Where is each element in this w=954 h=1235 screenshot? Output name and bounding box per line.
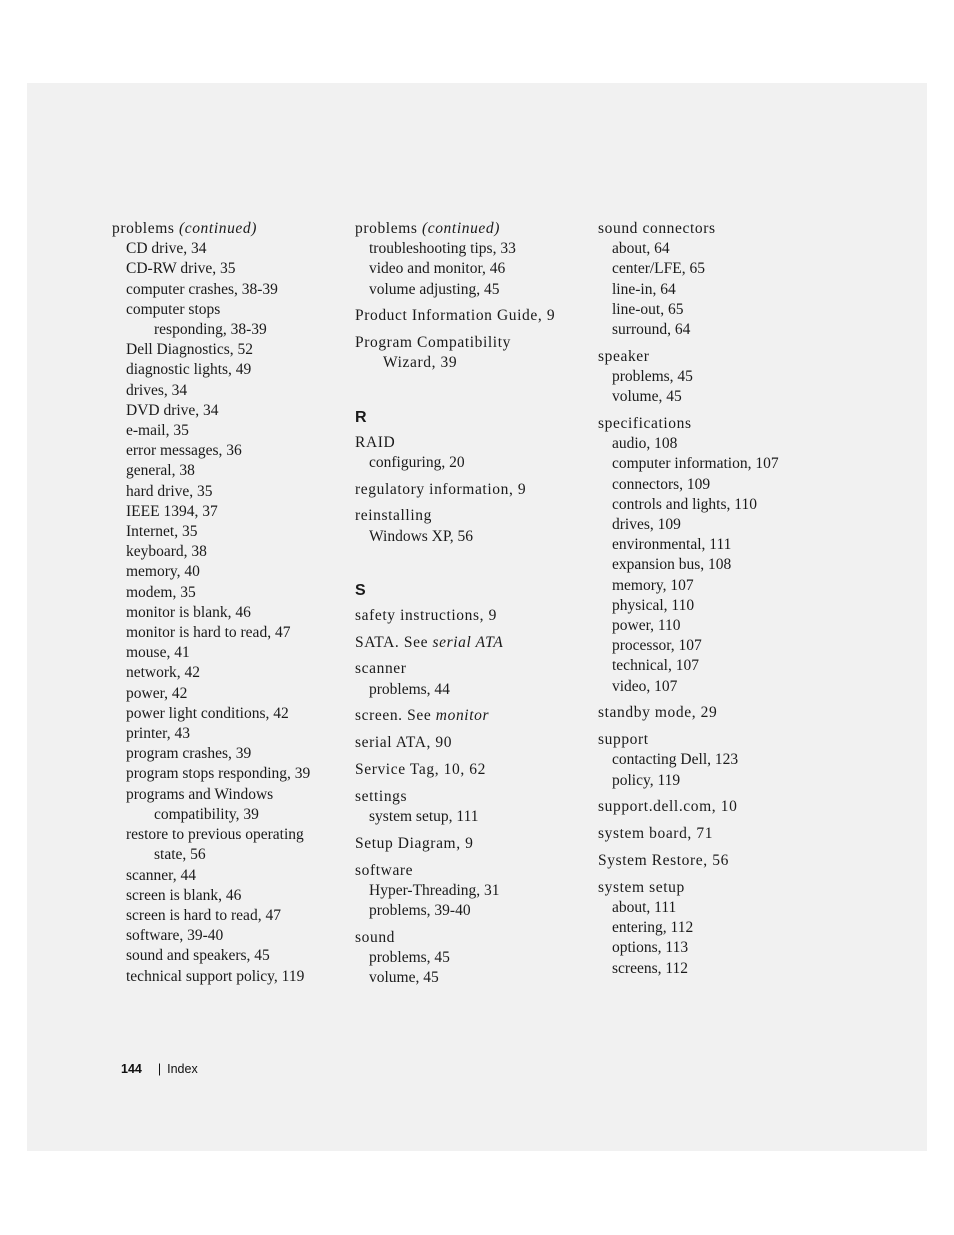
footer-section-title: Index <box>167 1062 198 1076</box>
index-subentry <box>598 387 828 407</box>
index-subentry <box>112 482 337 502</box>
index-entry <box>598 878 828 898</box>
index-subentry <box>112 967 337 987</box>
entry-text: line-out, 65 <box>612 300 684 318</box>
entry-text: volume adjusting, 45 <box>369 280 500 298</box>
index-subentry <box>112 280 337 300</box>
index-subentry-continuation <box>112 805 337 825</box>
index-entry <box>598 703 828 723</box>
entry-text: responding, 38-39 <box>154 321 267 339</box>
index-subentry <box>355 881 585 901</box>
entry-text: RAID <box>355 433 396 451</box>
entry-text: options, 113 <box>612 939 689 957</box>
page-number: 144 <box>121 1062 142 1076</box>
index-subentry <box>598 918 828 938</box>
index-entry <box>355 733 585 753</box>
index-subentry <box>112 866 337 886</box>
index-subentry <box>112 724 337 744</box>
entry-text: Service Tag, 10, 62 <box>355 761 486 778</box>
entry-cross-reference: monitor <box>435 707 490 725</box>
index-column-1 <box>112 219 337 987</box>
entry-text: serial ATA, 90 <box>355 734 453 752</box>
entry-text: CD-RW drive, 35 <box>126 260 236 278</box>
entry-text: about, 64 <box>612 240 670 258</box>
entry-text: connectors, 109 <box>612 475 711 493</box>
entry-text: power, 110 <box>612 617 681 635</box>
index-subentry <box>598 616 828 636</box>
index-subentry <box>598 454 828 474</box>
index-subentry <box>355 948 585 968</box>
index-subentry <box>598 495 828 515</box>
entry-text: volume, 45 <box>369 969 439 987</box>
entry-text: Hyper-Threading, 31 <box>369 881 500 899</box>
entry-text: screen. See <box>355 707 436 725</box>
index-subentry <box>355 527 585 547</box>
entry-text: screens, 112 <box>612 959 689 977</box>
entry-text: software, 39-40 <box>126 927 224 945</box>
entry-text: Setup Diagram, 9 <box>355 834 474 852</box>
entry-text: speaker <box>598 347 650 365</box>
index-entry <box>355 861 585 881</box>
entry-text: e-mail, 35 <box>126 422 189 440</box>
entry-text: scanner, 44 <box>126 866 196 884</box>
index-subentry <box>355 280 585 300</box>
entry-text: Wizard, 39 <box>383 354 458 372</box>
index-subentry <box>355 807 585 827</box>
entry-text: sound and speakers, 45 <box>126 947 270 965</box>
entry-text: computer stops <box>126 300 221 318</box>
index-subentry <box>355 453 585 473</box>
index-subentry <box>598 771 828 791</box>
index-subentry <box>355 680 585 700</box>
entry-text: CD drive, 34 <box>126 240 207 258</box>
index-subentry <box>112 663 337 683</box>
index-subentry <box>112 886 337 906</box>
index-entry <box>355 787 585 807</box>
index-entry <box>598 730 828 750</box>
entry-text: physical, 110 <box>612 596 695 614</box>
index-subentry <box>598 677 828 697</box>
footer-separator: | <box>157 1062 162 1076</box>
index-subentry <box>112 239 337 259</box>
index-subentry-continuation <box>112 845 337 865</box>
entry-text: regulatory information, 9 <box>355 480 527 498</box>
entry-text: modem, 35 <box>126 583 196 601</box>
index-subentry <box>112 744 337 764</box>
index-entry <box>355 606 585 626</box>
entry-text: Product Information Guide, 9 <box>355 307 556 325</box>
index-subentry <box>598 300 828 320</box>
index-subentry <box>112 643 337 663</box>
index-subentry <box>598 535 828 555</box>
entry-cross-reference: serial ATA <box>432 633 504 651</box>
index-entry <box>598 797 828 817</box>
index-entry <box>355 760 585 780</box>
index-entry <box>355 306 585 326</box>
index-subentry <box>112 340 337 360</box>
index-subentry <box>112 360 337 380</box>
page-footer <box>121 1062 198 1076</box>
index-subentry <box>112 562 337 582</box>
index-subentry <box>112 583 337 603</box>
entry-text: memory, 40 <box>126 563 200 581</box>
index-subentry <box>112 704 337 724</box>
index-subentry <box>112 502 337 522</box>
entry-text: computer crashes, 38-39 <box>126 280 278 298</box>
entry-text: support <box>598 731 649 749</box>
entry-text: processor, 107 <box>612 637 702 655</box>
entry-text: drives, 109 <box>612 516 681 534</box>
entry-text: technical support policy, 119 <box>126 967 305 985</box>
index-entry <box>598 414 828 434</box>
entry-text: compatibility, 39 <box>154 805 259 823</box>
entry-text: power light conditions, 42 <box>126 704 289 722</box>
index-entry <box>355 928 585 948</box>
index-subentry <box>598 475 828 495</box>
index-subentry <box>598 320 828 340</box>
index-subentry <box>355 901 585 921</box>
index-entry <box>598 347 828 367</box>
entry-text: system board, 71 <box>598 825 714 843</box>
entry-text: system setup <box>598 878 685 896</box>
index-subentry <box>598 259 828 279</box>
entry-text: computer information, 107 <box>612 455 779 473</box>
entry-text: system setup, 111 <box>369 808 479 825</box>
index-subentry <box>355 968 585 988</box>
entry-text: troubleshooting tips, 33 <box>369 240 516 258</box>
index-subentry <box>598 576 828 596</box>
entry-text: environmental, 111 <box>612 536 732 554</box>
index-subentry <box>598 750 828 770</box>
index-subentry <box>112 946 337 966</box>
entry-text: hard drive, 35 <box>126 482 213 500</box>
index-subentry <box>112 522 337 542</box>
entry-text: reinstalling <box>355 507 432 525</box>
entry-text: configuring, 20 <box>369 453 465 471</box>
index-entry-continuation <box>355 353 585 373</box>
index-entry <box>355 433 585 453</box>
entry-cross-reference: (continued) <box>421 220 501 237</box>
entry-text: specifications <box>598 415 692 433</box>
entry-text: program crashes, 39 <box>126 745 252 763</box>
entry-text: problems, 45 <box>369 949 450 966</box>
index-subentry <box>112 906 337 926</box>
entry-text: diagnostic lights, 49 <box>126 361 252 379</box>
index-entry <box>598 851 828 871</box>
entry-text: printer, 43 <box>126 725 190 743</box>
index-subentry <box>112 764 337 784</box>
entry-text: safety instructions, 9 <box>355 606 497 624</box>
index-entry <box>598 824 828 844</box>
entry-text: drives, 34 <box>126 381 188 399</box>
entry-text: monitor is hard to read, 47 <box>126 624 291 642</box>
entry-text: contacting Dell, 123 <box>612 751 739 769</box>
index-entry <box>355 834 585 854</box>
index-column-3 <box>598 219 828 979</box>
index-subentry <box>598 515 828 535</box>
index-column-2 <box>355 219 585 988</box>
index-entry <box>355 480 585 500</box>
entry-text: IEEE 1394, 37 <box>126 502 218 520</box>
index-subentry <box>355 239 585 259</box>
index-subentry-continuation <box>112 320 337 340</box>
index-entry <box>355 706 585 726</box>
entry-text: memory, 107 <box>612 576 694 594</box>
entry-text: error messages, 36 <box>126 442 242 460</box>
entry-text: video and monitor, 46 <box>369 260 506 278</box>
index-subentry <box>112 623 337 643</box>
index-subentry <box>598 898 828 918</box>
index-subentry <box>598 555 828 575</box>
entry-text: policy, 119 <box>612 771 681 789</box>
index-entry <box>355 333 585 353</box>
entry-text: R <box>355 408 367 426</box>
index-section-letter <box>355 580 585 602</box>
index-subentry <box>598 596 828 616</box>
entry-text: Program Compatibility <box>355 334 511 352</box>
entry-text: problems <box>112 220 179 237</box>
entry-text: problems, 44 <box>369 680 450 698</box>
index-subentry <box>112 401 337 421</box>
entry-text: expansion bus, 108 <box>612 556 732 574</box>
index-entry <box>355 219 585 239</box>
entry-text: mouse, 41 <box>126 644 190 662</box>
index-subentry <box>112 461 337 481</box>
entry-text: general, 38 <box>126 462 195 480</box>
entry-text: scanner <box>355 660 407 678</box>
entry-text: entering, 112 <box>612 919 694 937</box>
index-subentry <box>598 656 828 676</box>
entry-text: SATA. See <box>355 633 433 651</box>
entry-text: about, 111 <box>612 899 677 917</box>
index-subentry <box>598 280 828 300</box>
index-subentry <box>112 926 337 946</box>
index-subentry <box>112 259 337 279</box>
index-subentry <box>112 825 337 845</box>
index-subentry <box>112 542 337 562</box>
entry-text: controls and lights, 110 <box>612 495 757 513</box>
entry-text: line-in, 64 <box>612 280 676 298</box>
entry-text: programs and Windows <box>126 785 274 803</box>
entry-text: power, 42 <box>126 684 188 702</box>
index-subentry <box>598 239 828 259</box>
entry-text: state, 56 <box>154 846 206 864</box>
entry-text: sound connectors <box>598 220 716 237</box>
entry-text: System Restore, 56 <box>598 852 729 870</box>
entry-text: screen is hard to read, 47 <box>126 906 281 924</box>
entry-text: settings <box>355 787 408 805</box>
index-subentry <box>355 259 585 279</box>
entry-text: keyboard, 38 <box>126 543 207 561</box>
entry-text: center/LFE, 65 <box>612 260 705 278</box>
index-entry <box>112 219 337 239</box>
index-entry <box>355 633 585 653</box>
entry-text: technical, 107 <box>612 657 699 675</box>
entry-text: surround, 64 <box>612 321 691 339</box>
entry-text: program stops responding, 39 <box>126 765 311 783</box>
entry-text: network, 42 <box>126 664 201 682</box>
entry-text: screen is blank, 46 <box>126 886 242 904</box>
index-subentry <box>112 785 337 805</box>
index-subentry <box>598 434 828 454</box>
index-subentry <box>598 938 828 958</box>
entry-cross-reference: (continued) <box>178 220 258 237</box>
entry-text: sound <box>355 928 396 946</box>
entry-text: Windows XP, 56 <box>369 527 474 545</box>
index-subentry <box>598 959 828 979</box>
entry-text: audio, 108 <box>612 435 678 453</box>
entry-text: monitor is blank, 46 <box>126 603 251 621</box>
index-entry <box>355 659 585 679</box>
entry-text: standby mode, 29 <box>598 704 718 722</box>
entry-text: restore to previous operating <box>126 826 304 844</box>
entry-text: problems, 45 <box>612 368 693 386</box>
entry-text: problems, 39-40 <box>369 902 471 919</box>
index-subentry <box>598 636 828 656</box>
entry-text: Internet, 35 <box>126 523 198 541</box>
entry-text: S <box>355 581 366 599</box>
index-entry <box>355 506 585 526</box>
entry-text: DVD drive, 34 <box>126 401 219 419</box>
index-subentry <box>112 441 337 461</box>
entry-text: support.dell.com, 10 <box>598 798 738 816</box>
index-section-letter <box>355 407 585 429</box>
index-subentry <box>112 684 337 704</box>
index-subentry <box>112 381 337 401</box>
index-subentry <box>112 421 337 441</box>
entry-text: software <box>355 861 414 879</box>
entry-text: Dell Diagnostics, 52 <box>126 341 253 359</box>
index-subentry <box>112 300 337 320</box>
entry-text: video, 107 <box>612 677 678 695</box>
index-subentry <box>112 603 337 623</box>
entry-text: problems <box>355 220 422 237</box>
index-entry <box>598 219 828 239</box>
entry-text: volume, 45 <box>612 388 682 406</box>
index-subentry <box>598 367 828 387</box>
